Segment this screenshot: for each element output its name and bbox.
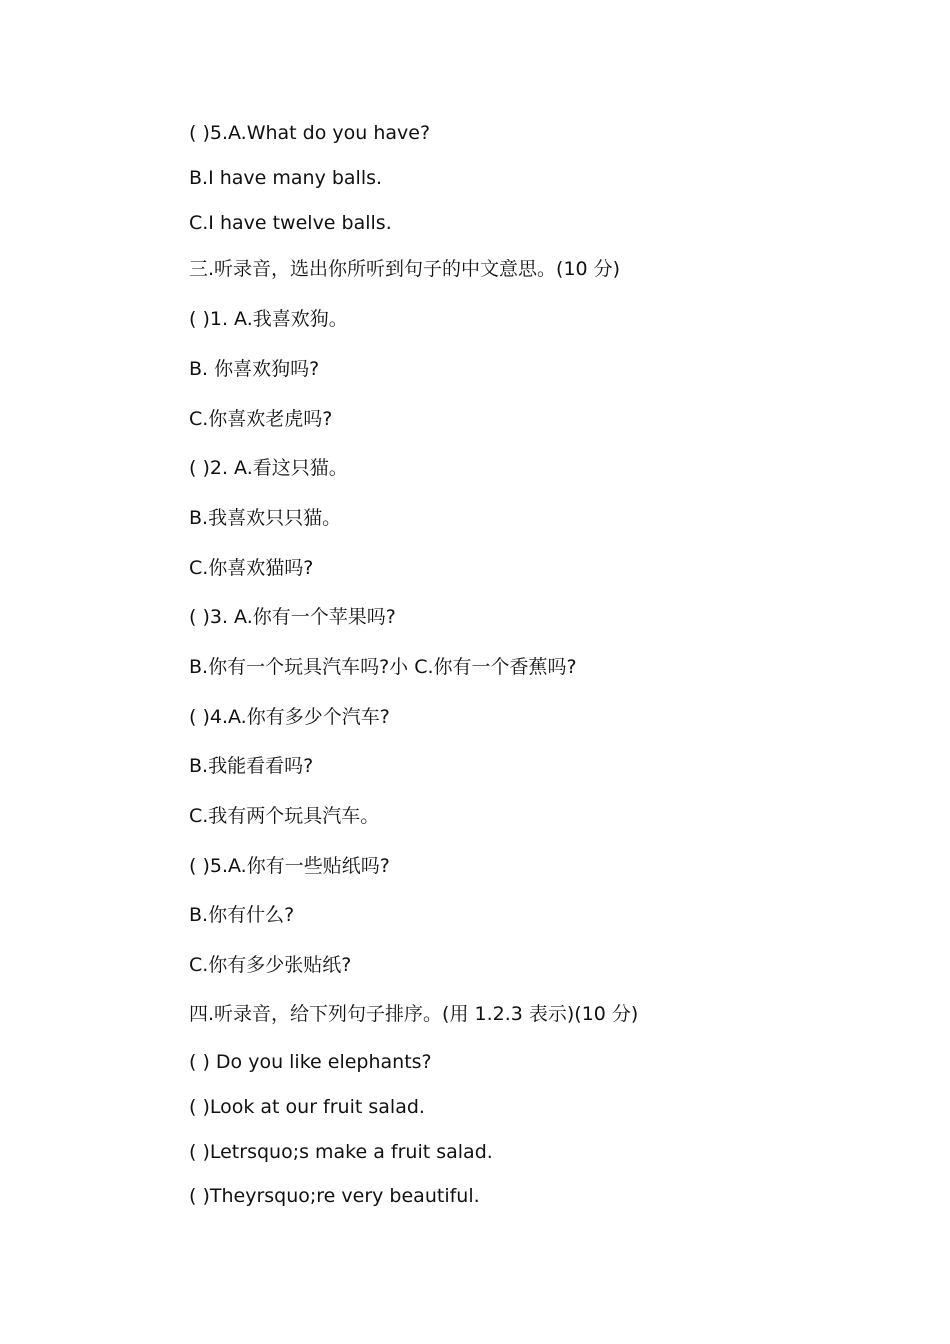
question-3-5-option-a: ( )5.A.你有一些贴纸吗? (189, 855, 390, 877)
question-2-5-option-c: C.I have twelve balls. (189, 212, 392, 234)
question-3-5-option-b: B.你有什么? (189, 904, 295, 926)
ordering-item-2: ( )Look at our fruit salad. (189, 1096, 425, 1118)
question-3-2-option-a: ( )2. A.看这只猫。 (189, 457, 348, 479)
question-3-4-option-b: B.我能看看吗? (189, 755, 314, 777)
question-2-5-option-a: ( )5.A.What do you have? (189, 122, 431, 144)
question-3-4-option-a: ( )4.A.你有多少个汽车? (189, 706, 390, 728)
question-3-1-option-c: C.你喜欢老虎吗? (189, 408, 333, 430)
question-3-2-option-b: B.我喜欢只只猫。 (189, 507, 342, 529)
question-3-2-option-c: C.你喜欢猫吗? (189, 557, 314, 579)
question-3-3-options-b-c: B.你有一个玩具汽车吗?小 C.你有一个香蕉吗? (189, 656, 577, 678)
question-3-4-option-c: C.我有两个玩具汽车。 (189, 805, 380, 827)
question-3-5-option-c: C.你有多少张贴纸? (189, 954, 352, 976)
question-3-1-option-b: B. 你喜欢狗吗? (189, 358, 320, 380)
section-3-heading: 三.听录音，选出你所听到句子的中文意思。(10 分) (189, 258, 621, 280)
question-3-3-option-a: ( )3. A.你有一个苹果吗? (189, 606, 396, 628)
ordering-item-3: ( )Letrsquo;s make a fruit salad. (189, 1141, 493, 1163)
question-2-5-option-b: B.I have many balls. (189, 167, 383, 189)
section-4-heading: 四.听录音，给下列句子排序。(用 1.2.3 表示)(10 分) (189, 1003, 639, 1025)
question-3-1-option-a: ( )1. A.我喜欢狗。 (189, 308, 348, 330)
ordering-item-4: ( )Theyrsquo;re very beautiful. (189, 1185, 480, 1207)
ordering-item-1: ( ) Do you like elephants? (189, 1051, 432, 1073)
